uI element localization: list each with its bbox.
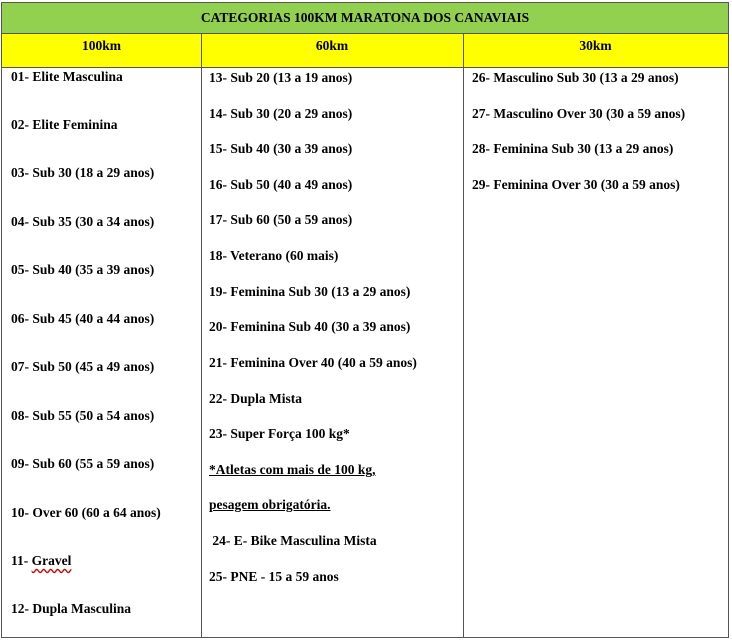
list-item: 01- Elite Masculina <box>11 69 123 84</box>
list-item: 16- Sub 50 (40 a 49 anos) <box>209 177 353 192</box>
list-item: 02- Elite Feminina <box>11 117 118 132</box>
list-item: 27- Masculino Over 30 (30 a 59 anos) <box>472 106 686 121</box>
list-item: 04- Sub 35 (30 a 34 anos) <box>11 214 155 229</box>
list-item: 25- PNE - 15 a 59 anos <box>209 569 339 584</box>
list-item: 12- Dupla Masculina <box>11 601 132 616</box>
column-divider <box>201 34 202 637</box>
list-item: 23- Super Força 100 kg* <box>209 426 350 441</box>
list-item: 05- Sub 40 (35 a 39 anos) <box>11 262 155 277</box>
list-item: 26- Masculino Sub 30 (13 a 29 anos) <box>472 70 679 85</box>
list-item: 10- Over 60 (60 a 64 anos) <box>11 505 161 520</box>
list-item: 20- Feminina Sub 40 (30 a 39 anos) <box>209 319 411 334</box>
list-item: 21- Feminina Over 40 (40 a 59 anos) <box>209 355 417 370</box>
column-header-30km: 30km <box>579 38 612 53</box>
list-item: 29- Feminina Over 30 (30 a 59 anos) <box>472 177 680 192</box>
list-item: 13- Sub 20 (13 a 19 anos) <box>209 70 353 85</box>
column-header-100km: 100km <box>81 38 121 53</box>
table-title: CATEGORIAS 100KM MARATONA DOS CANAVIAIS <box>2 3 728 34</box>
column-header-60km: 60km <box>315 38 349 53</box>
list-item: 18- Veterano (60 mais) <box>209 248 339 263</box>
list-item: 07- Sub 50 (45 a 49 anos) <box>11 359 155 374</box>
list-item: 22- Dupla Mista <box>209 391 303 406</box>
list-item: 15- Sub 40 (30 a 39 anos) <box>209 141 353 156</box>
list-item-prefix: 11- <box>11 553 32 568</box>
column-header-row <box>2 34 728 68</box>
list-item: 03- Sub 30 (18 a 29 anos) <box>11 165 155 180</box>
list-item: 06- Sub 45 (40 a 44 anos) <box>11 311 155 326</box>
weight-note-line: *Atletas com mais de 100 kg, <box>209 462 376 477</box>
list-item: 28- Feminina Sub 30 (13 a 29 anos) <box>472 141 674 156</box>
list-item: 17- Sub 60 (50 a 59 anos) <box>209 212 353 227</box>
column-divider <box>463 34 464 637</box>
gravel-word: Gravel <box>31 553 72 568</box>
categories-table <box>1 2 729 638</box>
list-item: 14- Sub 30 (20 a 29 anos) <box>209 106 353 121</box>
weight-note-line: pesagem obrigatória. <box>209 497 331 512</box>
list-item: 24- E- Bike Masculina Mista <box>209 533 377 548</box>
list-item: 08- Sub 55 (50 a 54 anos) <box>11 408 155 423</box>
list-item: 09- Sub 60 (55 a 59 anos) <box>11 456 155 471</box>
list-item-gravel <box>11 552 71 570</box>
list-item: 19- Feminina Sub 30 (13 a 29 anos) <box>209 284 411 299</box>
